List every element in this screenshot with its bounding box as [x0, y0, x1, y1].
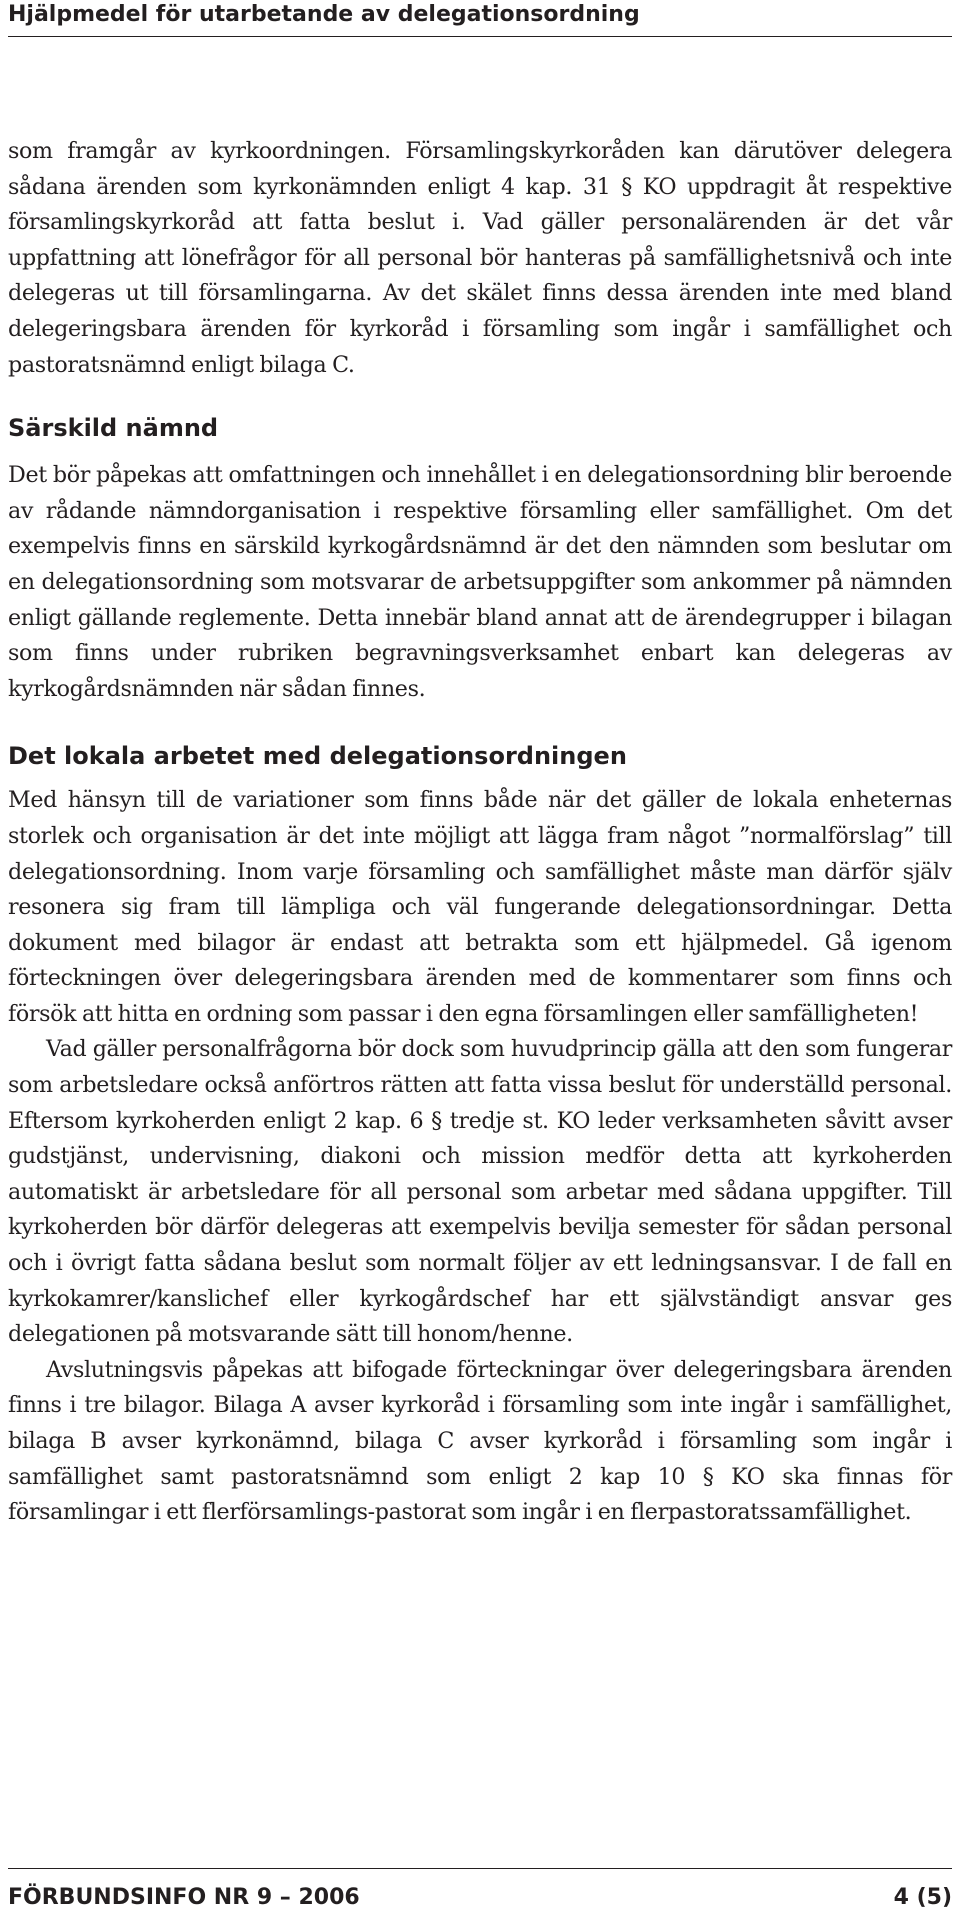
section2-paragraph-3: Avslutningsvis påpekas att bifogade förteckningar över delegeringsbara ärenden finns i tre bilagor. Bilaga A avser kyrkoråd i församling som inte ingår i samfällighet, bilaga B avser kyrkonämnd, bilaga C avser kyrkoråd i församling som ingår i samfällighet samt pastoratsnämnd som enligt 2 kap 10 § KO ska finnas för församlingar i ett flerförsamlings-pastorat som ingår i en flerpastoratssamfällighet. [8, 1356, 952, 1526]
section2-paragraph-2: Vad gäller personalfrågorna bör dock som huvudprincip gälla att den som fungerar som arbetsledare också anförtros rätten att fatta vissa beslut för underställd personal. Eftersom kyrkoherden enligt 2 kap. 6 § tredje st. KO leder verksamheten såvitt avser gudstjänst, undervisning, diakoni och mission medför detta att kyrkoherden automatiskt är arbetsledare för all personal som arbetar med sådana uppgifter. Till kyrkoherden bör därför delegeras att exempelvis bevilja semester för sådan personal och i övrigt fatta sådana beslut som normalt följer av ett ledningsansvar. I de fall en kyrkokamrer/kanslichef eller kyrkogårdschef har ett självständigt ansvar ges delegationen på motsvarande sätt till honom/henne. [8, 1036, 952, 1348]
page-number: 4 (5) [893, 1885, 952, 1910]
section1-paragraph: Det bör påpekas att omfattningen och innehållet i en delegationsordning blir beroende av rådande nämndorganisation i respektive församling eller samfällighet. Om det exempelvis finns en särskild kyrkogårdsnämnd är det den nämnden som beslutar om en delegationsordning som motsvarar de arbetsuppgifter som ankommer på nämnden enligt gällande reglemente. Detta innebär bland annat att de ärendegrupper i bilagan som finns under rubriken begravningsverksamhet enbart kan delegeras av kyrkogårdsnämnden när sådan finnes. [8, 462, 952, 702]
section-heading-lokala-arbetet: Det lokala arbetet med delegationsordningen [8, 742, 627, 771]
footer-publication: FÖRBUNDSINFO NR 9 – 2006 [8, 1885, 360, 1910]
page-footer [8, 1868, 952, 1917]
running-header-title: Hjälpmedel för utarbetande av delegationsordning [8, 2, 640, 27]
intro-paragraph: som framgår av kyrkoordningen. Församlingskyrkoråden kan därutöver delegera sådana ärenden som kyrkonämnden enligt 4 kap. 31 § KO uppdragit åt respektive församlingskyrkoråd att fatta beslut i. Vad gäller personalärenden är det vår uppfattning att lönefrågor för all personal bör hanteras på samfällighetsnivå och inte delegeras ut till församlingarna. Av det skälet finns dessa ärenden inte med bland delegeringsbara ärenden för kyrkoråd i församling som ingår i samfällighet och pastoratsnämnd enligt bilaga C. [8, 138, 952, 378]
section-heading-sarskild-namnd: Särskild nämnd [8, 414, 219, 443]
section2-paragraph-1: Med hänsyn till de variationer som finns både när det gäller de lokala enheternas storlek och organisation är det inte möjligt att lägga fram något ”normalförslag” till delegationsordning. Inom varje församling och samfällighet måste man därför själv resonera sig fram till lämpliga och väl fungerande delegationsordningar. Detta dokument med bilagor är endast att betrakta som ett hjälpmedel. Gå igenom förteckningen över delegeringsbara ärenden med de kommentarer som finns och försök att hitta en ordning som passar i den egna församlingen eller samfälligheten! [8, 787, 952, 1027]
document-body [8, 134, 952, 1531]
page-header [8, 0, 952, 37]
